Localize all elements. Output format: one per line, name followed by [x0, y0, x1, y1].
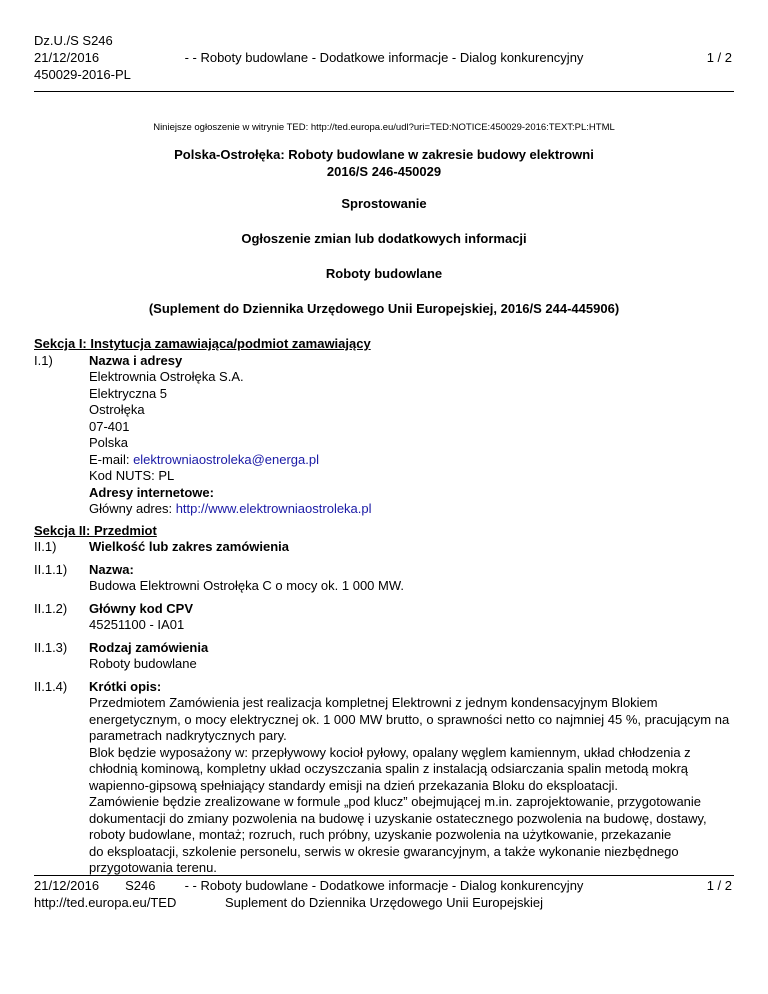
item-heading: Nazwa i adresy [89, 352, 183, 368]
notice-category: Roboty budowlane [325, 266, 443, 281]
nuts-code: Kod NUTS: PL [89, 468, 175, 483]
notice-id: 450029-2016-PL [34, 67, 131, 82]
section-2-1: II.1) Wielkość lub zakres zamówienia [34, 539, 290, 554]
description-line: chłodnią kominową, kompletny układ oczyszczania spalin z instalacją odsiarczania spalin metodą mokrą [89, 761, 689, 776]
item-number: I.1) [34, 352, 53, 368]
org-country: Polska [89, 435, 129, 450]
org-name: Elektrownia Ostrołęka S.A. [89, 369, 244, 384]
notice-reference: 2016/S 246-450029 [326, 164, 442, 179]
main-address: Główny adres: http://www.elektrowniaostroleka.pl [89, 501, 372, 516]
footer-title: - - Roboty budowlane - Dodatkowe informacje - Dialog konkurencyjny Suplement do Dziennika Urzędowego Unii Europejskiej [184, 878, 584, 910]
description-line: parametrach nadkrytycznych pary. [89, 728, 287, 743]
website-link[interactable]: http://www.elektrowniaostroleka.pl [175, 501, 372, 516]
org-postal: 07-401 [89, 418, 130, 434]
description-line: do eksploatacji, szkolenie personelu, serwis w okresie gwarancyjnym, a także wykonanie niezbędnego [89, 843, 679, 859]
doc-ref: Dz.U./S S246 [34, 33, 113, 48]
org-city: Ostrołęka [89, 402, 145, 417]
description-line: Przedmiotem Zamówienia jest realizacja kompletnej Elektrowni z jednym kondensacyjnym Blokiem [89, 695, 658, 710]
footer-url[interactable]: http://ted.europa.eu/TED [34, 895, 177, 910]
header-title: - - Roboty budowlane - Dodatkowe informacje - Dialog konkurencyjny [184, 50, 584, 65]
org-email: E-mail: elektrowniaostroleka@energa.pl [89, 451, 319, 467]
notice-content [34, 336, 730, 877]
ted-notice-link[interactable]: Niniejsze ogłoszenie w witrynie TED: http://ted.europa.eu/udl?uri=TED:NOTICE:450029-2016:TEXT:PL:HTML [153, 122, 615, 133]
description-line: energetycznym, o mocy elektrycznej ok. 1 000 MW brutto, o sprawności netto co najmniej 45 %, pracującym na [89, 711, 730, 727]
page-title: Polska-Ostrołęka: Roboty budowlane w zakresie budowy elektrowni [174, 147, 594, 162]
footer-divider [34, 875, 734, 876]
description-line: Blok będzie wyposażony w: przepływowy kocioł pyłowy, opalany węglem kamiennym, układ chłodzenia z [89, 744, 691, 760]
supplement-reference: (Suplement do Dziennika Urzędowego Unii Europejskiej, 2016/S 244-445906) [148, 301, 620, 316]
footer-code: S246 [125, 878, 156, 893]
section-2-title: Sekcja II: Przedmiot [34, 522, 157, 538]
header-divider [34, 91, 734, 92]
section-2-1-3: II.1.3) Rodzaj zamówienia Roboty budowlane [34, 639, 209, 671]
section-2-1-4: II.1.4) Krótki opis: Przedmiotem Zamówienia jest realizacja kompletnej Elektrowni z jednym kondensacyjnym Blokiem energetycznym, o mocy elektrycznej ok. 1 000 MW brutto, o sprawności netto co najmniej 45 %, pracującym na parametrach nadkrytycznych pary. Blok będzie wyposażony w: przepływowy kocioł pyłowy, opalany węglem kamiennym, układ chłodzenia z chłodnią kominową, kompletny układ oczyszczania spalin z instalacją odsiarczania spalin metodą mokrą wapienno-gipsową spełniający standardy emisji na dzień przekazania Bloku do eksploatacji. Zamówienie będzie zrealizowane w formule „pod klucz” obejmującej m.in. zaprojektowanie, przygotowanie dokumentacji do zmiany pozwolenia na budowę i uzyskanie ostatecznego pozwolenia na budowę, dostawy, roboty budowlane, montaż; rozruch, ruch próbny, uzyskanie pozwolenia na użytkowanie, przekazanie do eksploatacji, szkolenie personelu, serwis w okresie gwarancyjnym, a także wykonanie niezbędnego przygotowania terenu. [34, 678, 730, 875]
footer-date: 21/12/2016 [34, 878, 100, 893]
description-line: wapienno-gipsową spełniający standardy emisji na dzień przekazania Bloku do eksploatacji. [89, 777, 618, 793]
description-line: dokumentacji do zmiany pozwolenia na budowę i uzyskanie ostatecznego pozwolenia na budowę, dostawy, [89, 810, 707, 826]
section-2-1-1: II.1.1) Nazwa: Budowa Elektrowni Ostrołęka C o mocy ok. 1 000 MW. [34, 561, 405, 593]
description-line: przygotowania terenu. [89, 860, 217, 875]
header-page-number: 1 / 2 [706, 50, 732, 65]
description-line: Zamówienie będzie zrealizowane w formule „pod klucz” obejmującej m.in. zaprojektowanie, przygotowanie [89, 794, 702, 809]
section-1-title: Sekcja I: Instytucja zamawiająca/podmiot zamawiający [34, 336, 371, 351]
section-2-1-2: II.1.2) Główny kod CPV 45251100 - IA01 [34, 600, 194, 632]
notice-type: Sprostowanie [341, 196, 427, 211]
section-1-1 [34, 353, 730, 518]
header-date: 21/12/2016 [34, 50, 100, 65]
footer-page-number: 1 / 2 [706, 878, 732, 893]
internet-heading: Adresy internetowe: [89, 484, 214, 500]
email-link[interactable]: elektrowniaostroleka@energa.pl [133, 451, 319, 467]
org-street: Elektryczna 5 [89, 385, 168, 401]
notice-subtitle: Ogłoszenie zmian lub dodatkowych informacji [241, 231, 527, 246]
description-line: roboty budowlane, montaż; rozruch, ruch próbny, uzyskanie pozwolenia na użytkowanie, przekazanie [89, 827, 672, 842]
